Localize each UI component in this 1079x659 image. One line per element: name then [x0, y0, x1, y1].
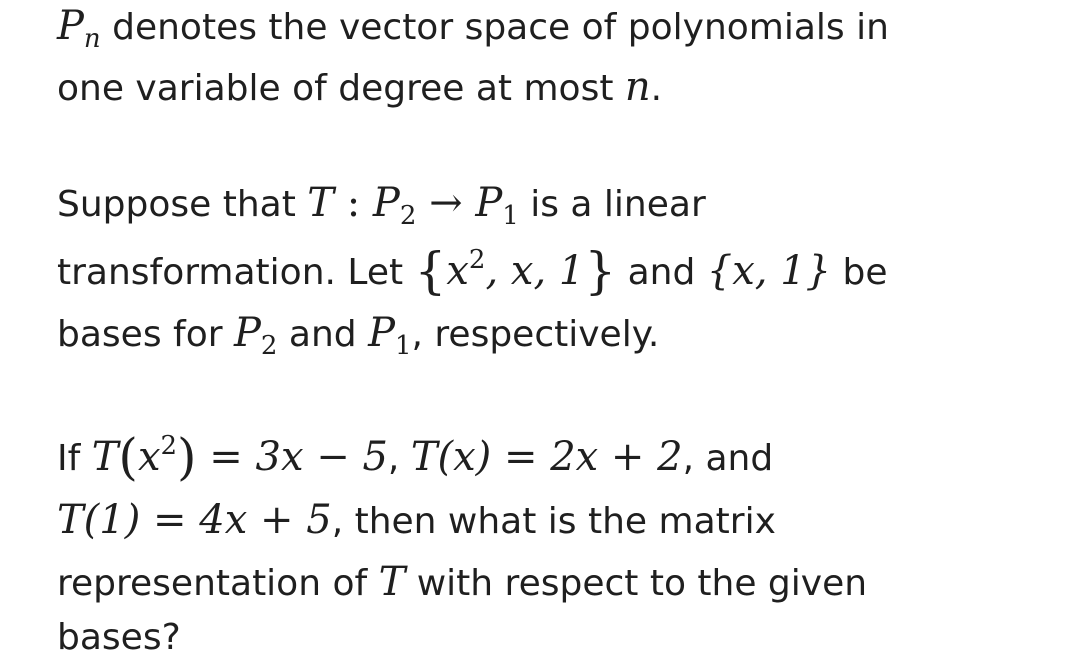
math-equation-2: T(x) = 2x + 2 — [410, 434, 683, 480]
text-be: be — [831, 252, 888, 293]
text: with respect to the given — [405, 563, 868, 604]
text: representation of — [57, 563, 379, 604]
paragraph-3-line-1 — [57, 428, 774, 486]
paragraph-3-line-4 — [57, 617, 181, 658]
math-var-P: P — [57, 3, 84, 49]
math-var-x: x — [446, 248, 469, 294]
math-rbrace: } — [584, 242, 617, 300]
paragraph-2-line-1 — [57, 180, 706, 231]
paragraph-1-line-1 — [57, 3, 889, 54]
text: Suppose that — [57, 184, 308, 225]
math-lparen: ( — [118, 428, 138, 486]
text-and: and — [277, 314, 369, 355]
math-var-P: P — [233, 310, 261, 356]
math-var-T: T — [378, 559, 406, 605]
math-equation-3: T(1) = 4x + 5 — [57, 497, 332, 543]
text: bases for — [57, 314, 234, 355]
text-and: and — [616, 252, 707, 293]
text: one variable of degree at most — [57, 68, 625, 109]
math-var-P: P — [368, 310, 395, 356]
math-lbrace: { — [414, 242, 447, 300]
paragraph-1-line-2 — [57, 64, 663, 110]
math-var-n: n — [624, 64, 651, 110]
math-var-x: x — [137, 434, 161, 480]
math-var-P: P — [372, 180, 400, 226]
math-set-2: {x, 1} — [706, 248, 832, 294]
math-equation-1: = 3x − 5 — [196, 434, 388, 480]
text-comma: , — [387, 438, 411, 479]
paragraph-2-line-3 — [57, 310, 660, 361]
text: , then what is the matrix — [331, 501, 776, 542]
paragraph-2-line-2 — [57, 242, 888, 300]
math-var-T: T — [307, 180, 334, 226]
text: bases? — [57, 617, 181, 658]
math-sub-2: 2 — [399, 201, 417, 231]
math-set-rest: , x, 1 — [485, 248, 585, 294]
text: is a linear — [518, 184, 706, 225]
text: transformation. Let — [57, 252, 415, 293]
text-if: If — [57, 438, 92, 479]
math-var-P: P — [475, 180, 503, 226]
math-colon: : — [333, 180, 373, 226]
text-end: . — [650, 68, 663, 109]
text-and: , and — [682, 438, 774, 479]
math-sub-1: 1 — [394, 331, 412, 361]
math-sup-2: 2 — [160, 431, 178, 461]
math-arrow: → — [416, 180, 476, 226]
math-var-T: T — [91, 434, 119, 480]
math-sub-2: 2 — [260, 331, 278, 361]
math-sup-2: 2 — [468, 245, 486, 275]
paragraph-3-line-3 — [57, 559, 868, 605]
paragraph-3-line-2 — [57, 497, 776, 543]
math-rparen: ) — [177, 428, 197, 486]
text: , respectively. — [411, 314, 660, 355]
math-sub-n: n — [83, 24, 101, 54]
text: denotes the vector space of polynomials in — [100, 7, 889, 48]
math-sub-1: 1 — [502, 201, 519, 231]
